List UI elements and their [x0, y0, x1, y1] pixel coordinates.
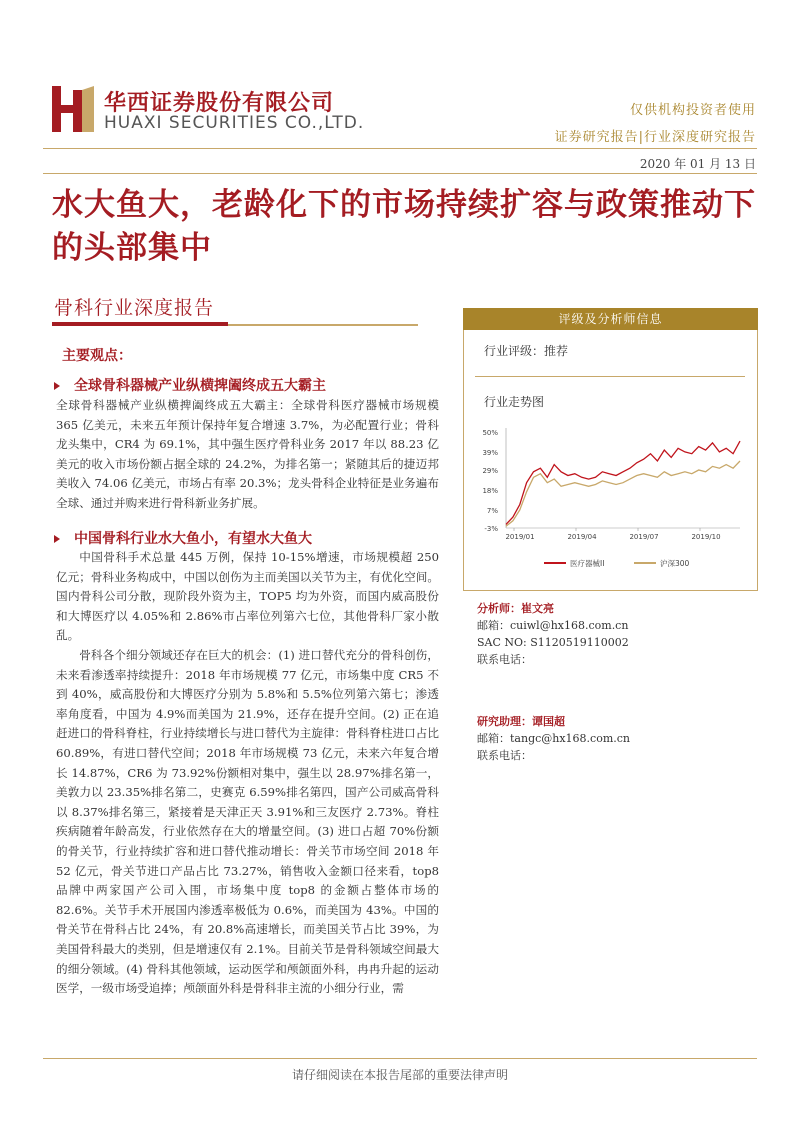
key-points-label: 主要观点：: [62, 348, 132, 364]
point-paragraph: 全球骨科器械产业纵横捭阖终成五大霸主：全球骨科医疗器械市场规模 365 亿美元，未来五年预计保持年复合增速 3.7%，为必配置行业；骨科龙头集中，CR4 为 69.1%，其中强生医疗骨科业务 2017 年以 88.23 亿美元的收入市场份额占据全球的 24.2%，为排名第一；紧随其后的捷迈邦美收入 74.06 亿美元，市场占有率 20.3%；龙头骨科企业特征是业务遍布全球、通过并购来进行骨科新业务扩展。: [56, 398, 439, 510]
point-heading-2: 中国骨科行业水大鱼小，有望水大鱼大: [54, 528, 312, 548]
point-heading-1: 全球骨科器械产业纵横捭阖终成五大霸主: [54, 375, 326, 395]
assistant-email[interactable]: 邮箱：tangc@hx168.com.cn: [477, 732, 631, 745]
report-subtitle: 骨科行业深度报告: [54, 297, 215, 319]
report-date: 2020 年 01 月 13 日: [639, 157, 756, 171]
assistant-name: 研究助理：谭国超: [477, 715, 565, 728]
series-line: [506, 461, 740, 526]
page-title: 水大鱼大，老龄化下的市场持续扩容与政策推动下的头部集中: [52, 187, 756, 266]
subtitle-accent: [52, 322, 228, 326]
analyst-info: [477, 600, 757, 764]
industry-trend-chart: [470, 420, 755, 575]
panel-divider: [475, 376, 745, 377]
industry-rating: 行业评级：推荐: [484, 344, 569, 358]
huaxi-logo-icon: [52, 86, 94, 132]
point-paragraph: 中国骨科手术总量 445 万例，保持 10-15%增速，市场规模超 250 亿元；骨科业务构成中，中国以创伤为主而美国以关节为主，有优化空间。国内骨科公司分散，现阶段外资为主，TOP5 均为外资，而国内威高股份和大博医疗以 4.05%和 2.86%市占率位列第六七位，其他骨科厂家小散乱。: [56, 550, 439, 643]
analyst-email[interactable]: 邮箱：cuiwl@hx168.com.cn: [477, 619, 629, 632]
x-tick-label: 2019/07: [629, 533, 659, 541]
assistant-phone: 联系电话：: [477, 749, 532, 762]
analyst-sac: SAC NO: S1120519110002: [477, 636, 629, 649]
report-type: 证券研究报告|行业深度研究报告: [554, 130, 756, 145]
header-divider: [43, 148, 757, 149]
legal-notice: 请仔细阅读在本报告尾部的重要法律声明: [291, 1068, 508, 1082]
panel-header: 评级及分析师信息: [463, 308, 758, 330]
company-name-en: HUAXI SECURITIES CO.,LTD.: [104, 113, 365, 133]
y-tick-label: 18%: [482, 486, 498, 495]
x-tick-label: 2019/04: [567, 533, 597, 541]
y-tick-label: 29%: [482, 467, 498, 476]
header-divider-2: [43, 173, 757, 174]
x-tick-label: 2019/01: [505, 533, 535, 541]
x-tick-label: 2019/10: [691, 533, 721, 541]
bullet-arrow-icon: [54, 382, 60, 390]
legend-label: 沪深300: [660, 559, 690, 568]
audience-note: 仅供机构投资者使用: [629, 103, 756, 118]
y-tick-label: 50%: [482, 429, 498, 437]
analyst-name: 分析师：崔文亮: [477, 602, 554, 615]
point-paragraph: 骨科各个细分领域还存在巨大的机会：(1) 进口替代充分的骨科创伤，未来看渗透率持续提升：2018 年市场规模 77 亿元，市场集中度 CR5 不到 40%，威高股份和大博医疗分别为 5.8%和 5.5%位列第六第七；渗透率角度看，中国为 4.9%而美国为 21.9%，还存在提升空间。(2) 正在追赶进口的骨科脊柱，行业持续增长与进口替代为主旋律：骨科脊柱进口占比 60.89%，有进口替代空间；2018 年市场规模 73 亿元，未来六年复合增长 14.87%，CR6 为 73.92%份额相对集中，强生以 28.97%排名第一，美敦力以 23.35%排名第二，史赛克 6.59%排名第四，国产公司威高骨科以 8.37%排名第三，紧接着是天津正天 3.91%和三友医疗 2.73%。脊柱疾病随着年龄高发，行业依然存在大的增量空间。(3) 进口占超 70%份额的骨关节，行业持续扩容和进口替代推动增长：骨关节市场空间 2018 年 52 亿元，骨关节进口产品占比 73.27%，销售收入金额口径来看，top8 品牌中两家国产公司入围，市场集中度 top8 的金额占整体市场的 82.6%。关节手术开展国内渗透率极低为 0.6%，而美国为 43%。中国的骨关节在骨科占比 24%，有 20.8%高速增长，而美国关节占比 39%，为美国骨科最大的类别，但是增速仅有 2.1%。目前关节是骨科领域空间最大的细分领域。(4) 骨科其他领域，运动医学和颅颌面外科，冉冉升起的运动医学，一级市场受追捧；颅颌面外科是骨科非主流的小细分行业，需: [56, 648, 439, 996]
y-tick-label: 7%: [486, 506, 498, 515]
footer-divider: [43, 1058, 757, 1059]
legend-label: 医疗器械II: [570, 559, 605, 568]
trend-chart-label: 行业走势图: [484, 395, 545, 409]
company-name-cn: 华西证券股份有限公司: [104, 90, 335, 116]
y-tick-label: -3%: [484, 525, 498, 533]
y-tick-label: 39%: [482, 448, 498, 457]
analyst-phone: 联系电话：: [477, 653, 532, 666]
bullet-arrow-icon: [54, 535, 60, 543]
